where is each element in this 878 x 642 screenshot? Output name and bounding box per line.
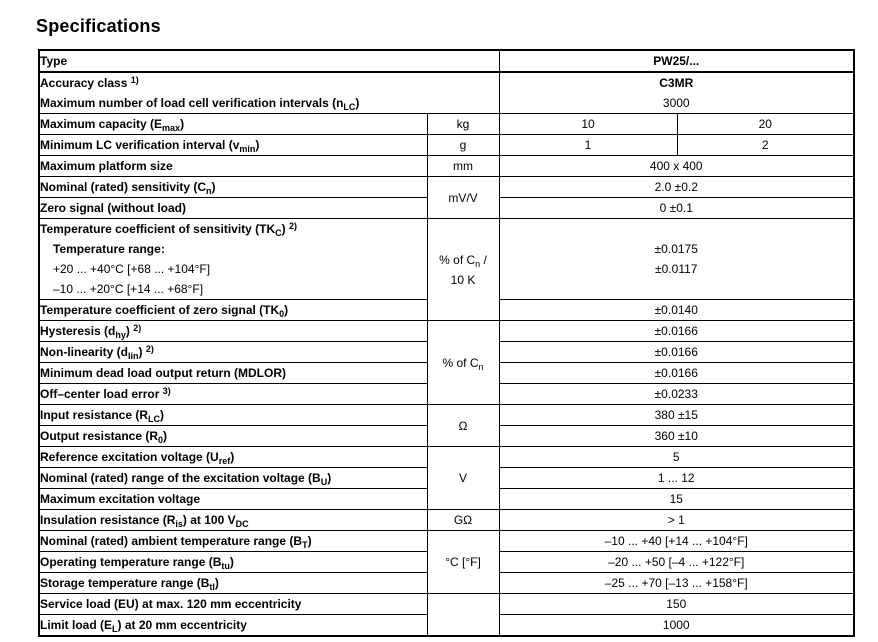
platform-size-unit <box>427 156 499 177</box>
excitation-voltage-range-value <box>499 468 854 489</box>
sensitivity-unit <box>427 177 499 219</box>
max-capacity-unit <box>427 114 499 135</box>
max-capacity-value <box>499 114 677 135</box>
excitation-voltage-range-label <box>39 468 427 489</box>
service-load-value <box>499 594 854 615</box>
sensitivity-label <box>39 177 427 198</box>
tk-sensitivity-unit <box>427 219 499 321</box>
tk-zero-label <box>39 300 427 321</box>
sensitivity-value <box>499 177 854 198</box>
row-service-load <box>39 594 854 615</box>
ambient-temp-range-label <box>39 531 427 552</box>
excitation-voltage-range-label-text: Nominal (rated) range of the excitation voltage $(B_U)$ <box>40 471 332 487</box>
platform-size-value <box>499 156 854 177</box>
input-resistance-label <box>39 405 427 426</box>
insulation-resistance-value-text: > 1 <box>667 513 685 527</box>
hysteresis-value <box>499 321 854 342</box>
zero-signal-label-text: Zero signal (without load) <box>40 201 186 215</box>
max-capacity-value <box>677 114 854 135</box>
operating-temp-range-label <box>39 552 427 573</box>
hysteresis-unit <box>427 321 499 405</box>
hysteresis-label <box>39 321 427 342</box>
off-center-load-error-value-text: ±0.0233 <box>654 387 698 401</box>
mdlor-value <box>499 363 854 384</box>
sensitivity-value-text: 2.0 ±0.2 <box>654 180 698 194</box>
accuracy-value-text: C3MR <box>659 76 694 90</box>
row-max-capacity <box>39 114 854 135</box>
sensitivity-label-text: Nominal (rated) sensitivity $(C_n)$ <box>40 180 216 196</box>
hysteresis-unit-text: % of $C_n$ <box>442 355 484 372</box>
tk-zero-label-text: Temperature coefficient of zero signal $(TK_0)$ <box>40 303 289 319</box>
row-type <box>39 50 854 72</box>
max-excitation-voltage-label-text: Maximum excitation voltage <box>40 492 201 506</box>
mdlor-value-text: ±0.0166 <box>654 366 698 380</box>
tk-sensitivity-value-text: ±0.0175 <box>654 242 698 256</box>
type-label-text: Type <box>40 54 68 68</box>
accuracy-value <box>499 72 854 114</box>
ref-excitation-voltage-value <box>499 447 854 468</box>
row-sensitivity <box>39 177 854 198</box>
max-capacity-unit-text: kg <box>456 117 470 131</box>
platform-size-label-text: Maximum platform size <box>40 159 173 173</box>
storage-temp-range-value-text: –25 ... +70 [–13 ... +158°F] <box>604 576 748 590</box>
tk-sensitivity-value <box>499 219 854 300</box>
non-linearity-value <box>499 342 854 363</box>
operating-temp-range-value-text: –20 ... +50 [–4 ... +122°F] <box>608 555 745 569</box>
ambient-temp-range-value <box>499 531 854 552</box>
tk-sensitivity-label-text: –10 ... +20°C [+14 ... +68°F] <box>53 282 204 296</box>
min-lc-interval-label-text: Minimum LC verification interval $(v_{min})$ <box>40 138 260 154</box>
input-resistance-value <box>499 405 854 426</box>
tk-sensitivity-unit-text: 10 K <box>450 272 476 287</box>
excitation-voltage-range-value-text: 1 ... 12 <box>657 471 695 485</box>
row-input-resistance <box>39 405 854 426</box>
ref-excitation-voltage-unit-text: V <box>458 471 467 485</box>
service-load-label <box>39 594 427 615</box>
max-excitation-voltage-value-text: 15 <box>669 492 683 506</box>
zero-signal-value-text: 0 ±0.1 <box>659 201 693 215</box>
mdlor-label-text: Minimum dead load output return (MDLOR) <box>40 366 286 380</box>
tk-sensitivity-unit-text: % of $C_n$ / <box>439 252 487 269</box>
platform-size-unit-text: mm <box>453 159 473 173</box>
output-resistance-label <box>39 426 427 447</box>
hysteresis-label-text: Hysteresis $(d_{hy})$ $^{2)}$ <box>40 323 142 340</box>
ambient-temp-range-value-text: –10 ... +40 [+14 ... +104°F] <box>604 534 748 548</box>
row-accuracy <box>39 72 854 114</box>
storage-temp-range-value <box>499 573 854 594</box>
output-resistance-label-text: Output resistance $(R_0)$ <box>40 429 168 445</box>
tk-sensitivity-label-text: Temperature coefficient of sensitivity $(TK_C)$ $^{2)}$ <box>40 221 298 238</box>
row-insulation-resistance <box>39 510 854 531</box>
accuracy-label <box>39 72 499 114</box>
min-lc-interval-value-text: 2 <box>761 138 769 152</box>
ref-excitation-voltage-unit <box>427 447 499 510</box>
ref-excitation-voltage-label-text: Reference excitation voltage $(U_{ref})$ <box>40 450 235 466</box>
service-load-unit <box>427 594 499 637</box>
zero-signal-label <box>39 198 427 219</box>
max-capacity-value-text: 20 <box>758 117 772 131</box>
accuracy-label-text: Maximum number of load cell verification intervals $(n_{LC})$ <box>40 96 360 112</box>
operating-temp-range-label-text: Operating temperature range $(B_{tu})$ <box>40 555 234 571</box>
ref-excitation-voltage-label <box>39 447 427 468</box>
non-linearity-label <box>39 342 427 363</box>
input-resistance-unit <box>427 405 499 447</box>
specifications-table <box>38 49 855 637</box>
min-lc-interval-value <box>499 135 677 156</box>
row-ref-excitation-voltage <box>39 447 854 468</box>
tk-sensitivity-label <box>39 219 427 300</box>
row-platform-size <box>39 156 854 177</box>
service-load-value-text: 150 <box>666 597 687 611</box>
max-excitation-voltage-label <box>39 489 427 510</box>
ambient-temp-range-label-text: Nominal (rated) ambient temperature range $(B_T)$ <box>40 534 312 550</box>
insulation-resistance-label <box>39 510 427 531</box>
storage-temp-range-label-text: Storage temperature range $(B_{tl})$ <box>40 576 219 592</box>
insulation-resistance-unit-text: GΩ <box>453 513 473 527</box>
type-value <box>499 50 854 72</box>
mdlor-label <box>39 363 427 384</box>
max-capacity-label-text: Maximum capacity $(E_{max})$ <box>40 117 185 133</box>
accuracy-value-text: 3000 <box>662 96 690 110</box>
tk-sensitivity-value-text: ±0.0117 <box>655 262 698 276</box>
type-label <box>39 50 499 72</box>
hysteresis-value-text: ±0.0166 <box>654 324 698 338</box>
accuracy-label-text: Accuracy class $^{1)}$ <box>40 75 139 90</box>
min-lc-interval-value-text: 1 <box>584 138 592 152</box>
tk-zero-value <box>499 300 854 321</box>
ambient-temp-range-unit <box>427 531 499 594</box>
insulation-resistance-value <box>499 510 854 531</box>
page-title: Specifications <box>36 16 161 36</box>
input-resistance-label-text: Input resistance $(R_{LC})$ <box>40 408 165 424</box>
output-resistance-value <box>499 426 854 447</box>
min-lc-interval-unit-text: g <box>459 138 467 152</box>
min-lc-interval-unit <box>427 135 499 156</box>
tk-zero-value-text: ±0.0140 <box>654 303 698 317</box>
platform-size-value-text: 400 x 400 <box>649 159 703 173</box>
row-tk-sensitivity <box>39 219 854 300</box>
row-hysteresis <box>39 321 854 342</box>
type-value-text: PW25/... <box>653 54 700 68</box>
limit-load-value <box>499 615 854 637</box>
insulation-resistance-unit <box>427 510 499 531</box>
service-load-label-text: Service load (EU) at max. 120 mm eccentricity <box>40 597 302 611</box>
max-excitation-voltage-value <box>499 489 854 510</box>
off-center-load-error-label <box>39 384 427 405</box>
row-min-lc-interval <box>39 135 854 156</box>
max-capacity-label <box>39 114 427 135</box>
min-lc-interval-label <box>39 135 427 156</box>
platform-size-label <box>39 156 427 177</box>
storage-temp-range-label <box>39 573 427 594</box>
limit-load-value-text: 1000 <box>662 618 690 632</box>
tk-sensitivity-label-text: Temperature range: <box>53 242 165 256</box>
ref-excitation-voltage-value-text: 5 <box>672 450 680 464</box>
output-resistance-value-text: 360 ±10 <box>654 429 698 443</box>
tk-sensitivity-label-text: +20 ... +40°C [+68 ... +104°F] <box>53 262 211 276</box>
spec-table-body <box>39 50 854 636</box>
row-ambient-temp-range <box>39 531 854 552</box>
off-center-load-error-value <box>499 384 854 405</box>
sensitivity-unit-text: mV/V <box>448 190 478 205</box>
limit-load-label-text: Limit load $(E_L)$ at 20 mm eccentricity <box>40 618 247 634</box>
off-center-load-error-label-text: Off–center load error $^{3)}$ <box>40 386 171 401</box>
insulation-resistance-label-text: Insulation resistance $(R_{is})$ at 100 $V_{DC}$ <box>40 513 249 529</box>
zero-signal-value <box>499 198 854 219</box>
input-resistance-value-text: 380 ±15 <box>654 408 698 422</box>
min-lc-interval-value <box>677 135 854 156</box>
non-linearity-value-text: ±0.0166 <box>654 345 698 359</box>
operating-temp-range-value <box>499 552 854 573</box>
input-resistance-unit-text: Ω <box>458 418 468 433</box>
limit-load-label <box>39 615 427 637</box>
ambient-temp-range-unit-text: °C [°F] <box>445 555 481 569</box>
non-linearity-label-text: Non-linearity $(d_{lin})$ $^{2)}$ <box>40 344 154 361</box>
max-capacity-value-text: 10 <box>581 117 595 131</box>
